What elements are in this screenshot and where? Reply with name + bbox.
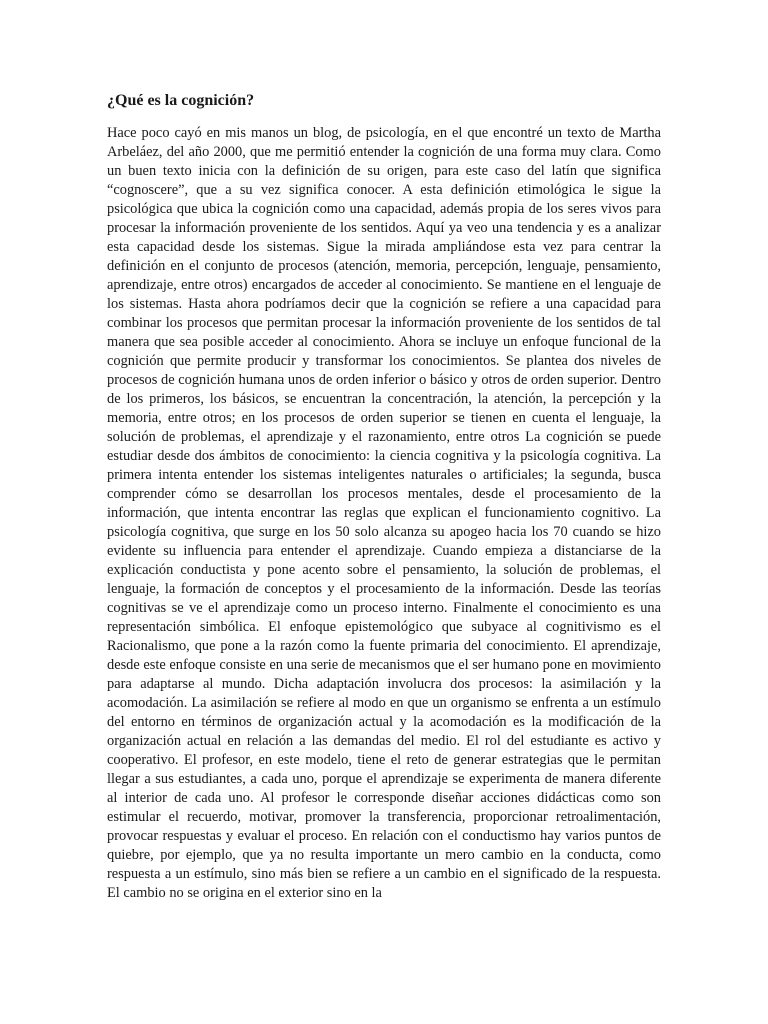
- document-page: [107, 0, 661, 1024]
- document-title: ¿Qué es la cognición?: [107, 92, 255, 109]
- document-body-paragraph: Hace poco cayó en mis manos un blog, de psicología, en el que encontré un texto de Martha Arbeláez, del año 2000, que me permitió entender la cognición de una forma muy clara. Como un buen texto inicia con la definición de su origen, para este caso del latín que significa “cognoscere”, que a su vez significa conocer. A esta definición etimológica le sigue la psicológica que ubica la cognición como una capacidad, además propia de los seres vivos para procesar la información proveniente de los sentidos. Aquí ya veo una tendencia y es a analizar esta capacidad desde los sistemas. Sigue la mirada ampliándose esta vez para centrar la definición en el conjunto de procesos (atención, memoria, percepción, lenguaje, pensamiento, aprendizaje, entre otros) encargados de acceder al conocimiento. Se mantiene en el lenguaje de los sistemas. Hasta ahora podríamos decir que la cognición se refiere a una capacidad para combinar los procesos que permitan procesar la información proveniente de los sentidos de tal manera que sea posible acceder al conocimiento. Ahora se incluye un enfoque funcional de la cognición que permite producir y transformar los conocimientos. Se plantea dos niveles de procesos de cognición humana unos de orden inferior o básico y otros de orden superior. Dentro de los primeros, los básicos, se encuentran la concentración, la atención, la percepción y la memoria, entre otros; en los procesos de orden superior se tienen en cuenta el lenguaje, la solución de problemas, el aprendizaje y el razonamiento, entre otros La cognición se puede estudiar desde dos ámbitos de conocimiento: la ciencia cognitiva y la psicología cognitiva. La primera intenta entender los sistemas inteligentes naturales o artificiales; la segunda, busca comprender cómo se desarrollan los procesos mentales, desde el procesamiento de la información, que intenta encontrar las reglas que explican el funcionamiento cognitivo. La psicología cognitiva, que surge en los 50 solo alcanza su apogeo hacia los 70 cuando se hizo evidente su influencia para entender el aprendizaje. Cuando empieza a distanciarse de la explicación conductista y pone acento sobre el pensamiento, la solución de problemas, el lenguaje, la formación de conceptos y el procesamiento de la información. Desde las teorías cognitivas se ve el aprendizaje como un proceso interno. Finalmente el conocimiento es una representación simbólica. El enfoque epistemológico que subyace al cognitivismo es el Racionalismo, que pone a la razón como la fuente primaria del conocimiento. El aprendizaje, desde este enfoque consiste en una serie de mecanismos que el ser humano pone en movimiento para adaptarse al mundo. Dicha adaptación involucra dos procesos: la asimilación y la acomodación. La asimilación se refiere al modo en que un organismo se enfrenta a un estímulo del entorno en términos de organización actual y la acomodación es la modificación de la organización actual en relación a las demandas del medio. El rol del estudiante es activo y cooperativo. El profesor, en este modelo, tiene el reto de generar estrategias que le permitan llegar a sus estudiantes, a cada uno, porque el aprendizaje se experimenta de manera diferente al interior de cada uno. Al profesor le corresponde diseñar acciones didácticas como son estimular el recuerdo, motivar, promover la transferencia, proporcionar retroalimentación, provocar respuestas y evaluar el proceso. En relación con el conductismo hay varios puntos de quiebre, por ejemplo, que ya no resulta importante un mero cambio en la conducta, como respuesta a un estímulo, sino más bien se refiere a un cambio en el significado de la respuesta. El cambio no se origina en el exterior sino en la: [107, 125, 661, 901]
